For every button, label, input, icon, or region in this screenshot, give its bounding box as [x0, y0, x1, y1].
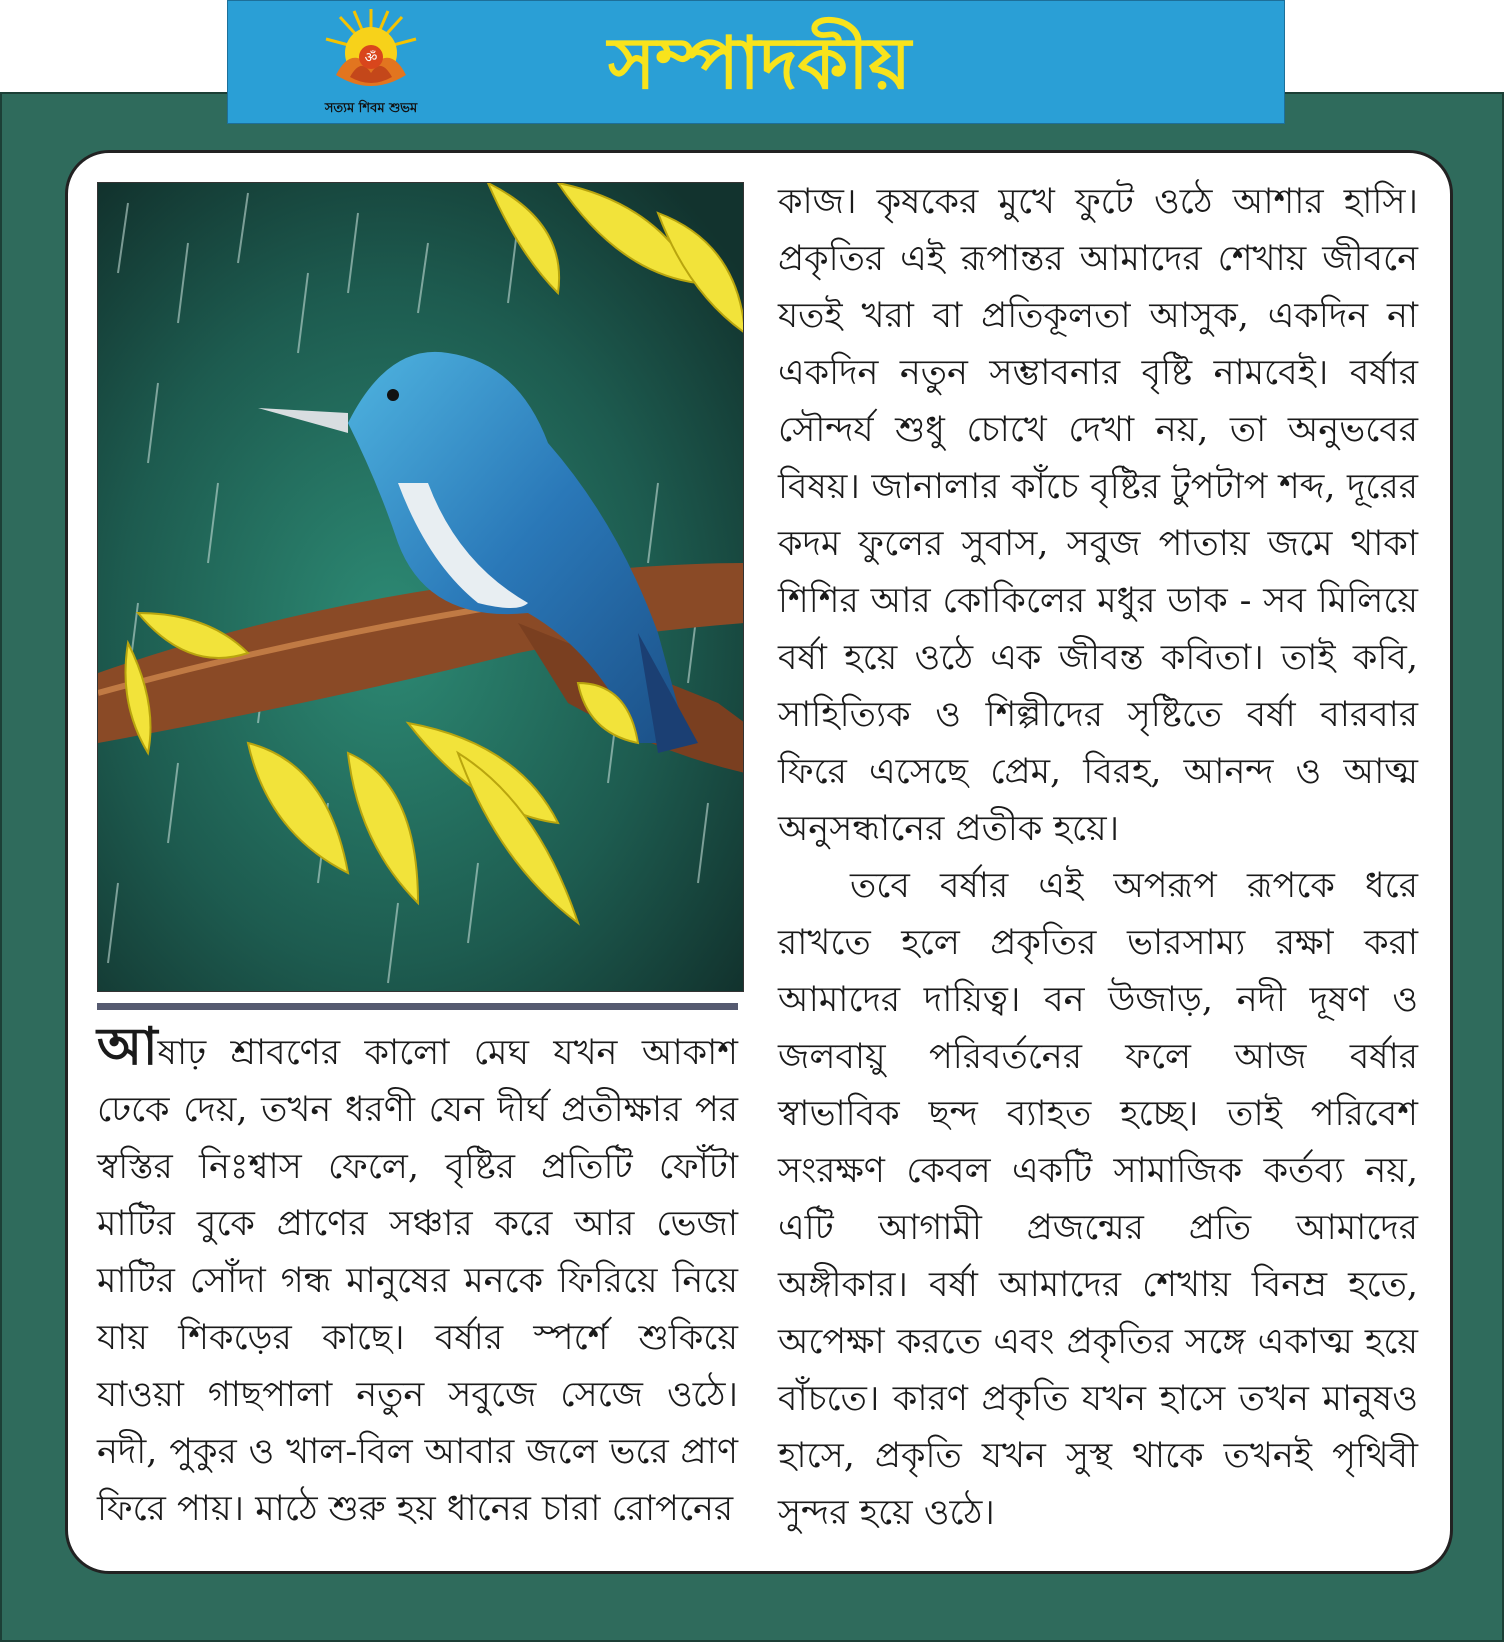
article-left-column [97, 1018, 738, 1538]
column-divider [97, 1003, 738, 1010]
kingfisher-painting [97, 182, 744, 992]
right-paragraph-2: তবে বর্ষার এই অপরূপ রূপকে ধরে রাখতে হলে প্রকৃতির ভারসাম্য রক্ষা করা আমাদের দায়িত্ব। বন উজাড়, নদী দূষণ ও জলবায়ু পরিবর্তনের ফলে আজ বর্ষার স্বাভাবিক ছন্দ ব্যাহত হচ্ছে। তাই পরিবেশ সংরক্ষণ কেবল একটি সামাজিক কর্তব্য নয়, এটি আগামী প্রজন্মের প্রতি আমাদের অঙ্গীকার। বর্ষা আমাদের শেখায় বিনম্র হতে, অপেক্ষা করতে এবং প্রকৃতির সঙ্গে একাত্ম হয়ে বাঁচতে। কারণ প্রকৃতি যখন হাসে তখন মানুষও হাসে, প্রকৃতি যখন সুস্থ থাকে তখনই পৃথিবী সুন্দর হয়ে ওঠে। [778, 866, 1418, 1533]
left-column-text: ষাঢ় শ্রাবণের কালো মেঘ যখন আকাশ ঢেকে দেয়, তখন ধরণী যেন দীর্ঘ প্রতীক্ষার পর স্বস্তির নিঃশ্বাস ফেলে, বৃষ্টির প্রতিটি ফোঁটা মাটির বুকে প্রাণের সঞ্চার করে আর ভেজা মাটির সোঁদা গন্ধ মানুষের মনকে ফিরিয়ে নিয়ে যায় শিকড়ের কাছে। বর্ষার স্পর্শে শুকিয়ে যাওয়া গাছপালা নতুন সবুজে সেজে ওঠে। নদী, পুকুর ও খাল-বিল আবার জলে ভরে প্রাণ ফিরে পায়। মাঠে শুরু হয় ধানের চারা রোপনের [97, 1033, 738, 1529]
om-lotus-sun-icon [316, 5, 426, 121]
article-right-column [778, 174, 1418, 1542]
svg-text:ॐ: ॐ [364, 50, 378, 66]
page-title: সম্পাদকীয় [608, 20, 912, 105]
logo-caption: সত্যম শিবম শুভম [324, 101, 418, 116]
dropcap: আ [97, 1016, 158, 1077]
right-paragraph-1: কাজ। কৃষকের মুখে ফুটে ওঠে আশার হাসি। প্রকৃতির এই রূপান্তর আমাদের শেখায় জীবনে যতই খরা বা প্রতিকূলতা আসুক, একদিন না একদিন নতুন সম্ভাবনার বৃষ্টি নামবেই। বর্ষার সৌন্দর্য শুধু চোখে দেখা নয়, তা অনুভবের বিষয়। জানালার কাঁচে বৃষ্টির টুপটাপ শব্দ, দূরের কদম ফুলের সুবাস, সবুজ পাতায় জমে থাকা শিশির আর কোকিলের মধুর ডাক - সব মিলিয়ে বর্ষা হয়ে ওঠে এক জীবন্ত কবিতা। তাই কবি, সাহিত্যিক ও শিল্পীদের সৃষ্টিতে বর্ষা বারবার ফিরে এসেছে প্রেম, বিরহ, আনন্দ ও আত্ম অনুসন্ধানের প্রতীক হয়ে। [778, 182, 1418, 849]
header-banner [227, 0, 1285, 124]
